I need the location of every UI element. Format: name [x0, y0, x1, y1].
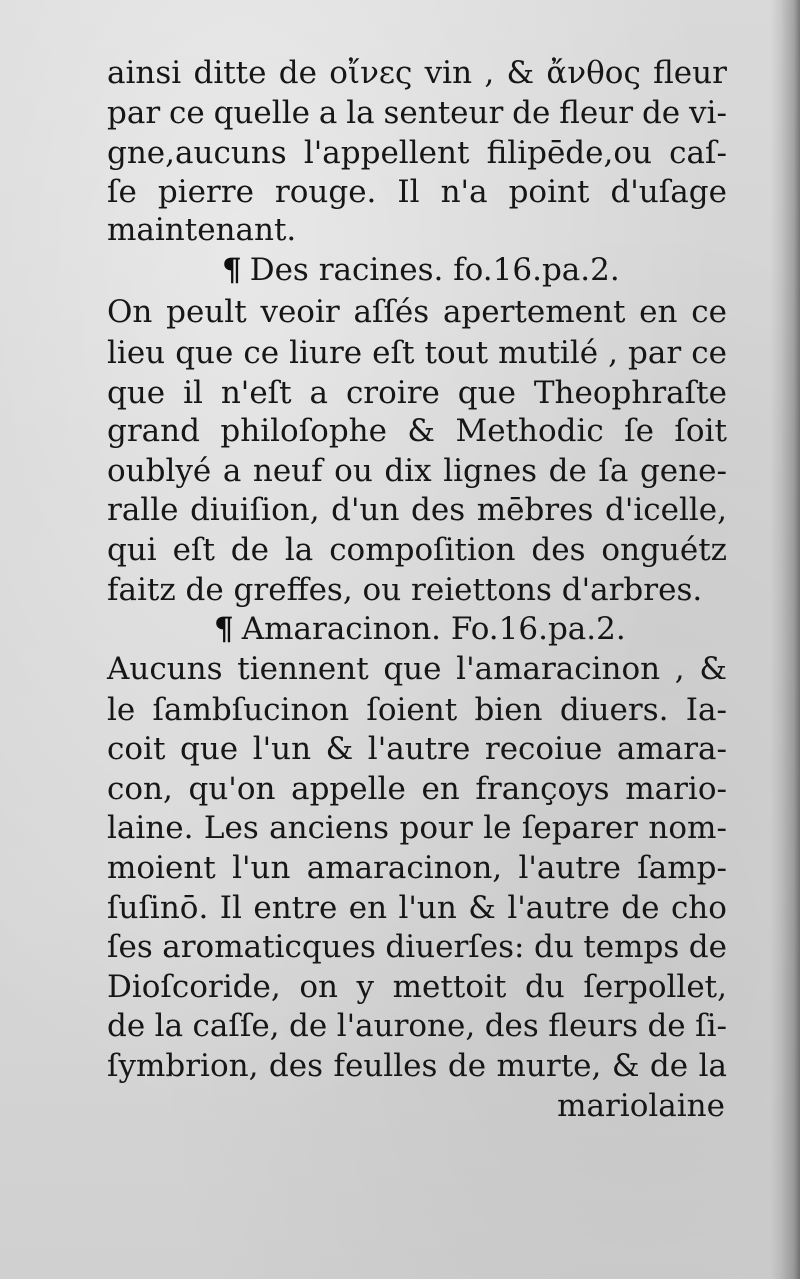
word: amaracinon, [306, 850, 503, 886]
word: l'autre [518, 850, 621, 886]
word: des [268, 1048, 324, 1084]
word: a [222, 453, 242, 489]
word: ce [169, 95, 205, 131]
word: l'appellent [303, 135, 470, 171]
word: mēbres [476, 492, 594, 528]
word: liure [289, 335, 363, 371]
word: quelle [213, 95, 310, 131]
word: vi- [689, 95, 727, 131]
word: ainsi [107, 55, 182, 91]
word: ce [243, 335, 280, 371]
word: moient [107, 850, 216, 886]
text-line [107, 570, 727, 610]
word: d'uſage [610, 174, 727, 210]
word: des [484, 1008, 539, 1044]
word: y [356, 969, 375, 1005]
word: diuerſes: [385, 929, 525, 965]
word: de [647, 1008, 686, 1044]
word: feulles [333, 1048, 438, 1084]
word: mettoit [392, 969, 507, 1005]
word: recoiue [484, 731, 603, 767]
word: que [175, 335, 234, 371]
word: fleurs [548, 1008, 638, 1044]
section-heading [222, 250, 702, 290]
word: la [346, 95, 375, 131]
word: ſa [598, 453, 629, 489]
word: tout [424, 335, 489, 371]
word: aſſés [353, 294, 430, 330]
word: qu'on [188, 771, 276, 807]
word: l'un [232, 850, 291, 886]
word: Dioſcoride, [107, 969, 281, 1005]
word: dix [384, 453, 432, 489]
word: laine. [107, 810, 194, 846]
word: en [421, 771, 460, 807]
word: ſamp- [637, 850, 727, 886]
word: en [348, 890, 388, 926]
word: caſſe, [192, 1008, 280, 1044]
word: mario- [625, 771, 727, 807]
word: gne,aucuns [107, 135, 287, 171]
word: du [533, 929, 574, 965]
word: ſe [107, 174, 137, 210]
word: par [628, 335, 682, 371]
word: neuf [252, 453, 323, 489]
word: d'icelle, [604, 492, 727, 528]
word: Il [219, 890, 242, 926]
text-line [107, 649, 727, 689]
word: la [698, 1048, 727, 1084]
word: peult [166, 294, 247, 330]
word: diuers. [559, 692, 669, 728]
word: lignes [443, 453, 538, 489]
word: que [383, 651, 442, 687]
word: & [407, 413, 436, 449]
word: la [154, 1008, 184, 1044]
word: Aucuns [107, 651, 223, 687]
word: caſ- [669, 135, 727, 171]
word: Il [397, 174, 420, 210]
word: l'autre [367, 731, 471, 767]
word: de [230, 532, 269, 568]
word: a [309, 375, 329, 411]
text-line [107, 848, 727, 888]
word: philoſophe [220, 413, 387, 449]
word: de [641, 95, 681, 131]
word: ſeparer [521, 810, 639, 846]
word: l'un [252, 731, 312, 767]
word: françoys [475, 771, 610, 807]
word: coit [107, 731, 166, 767]
word: de [649, 1048, 689, 1084]
word: la [284, 532, 314, 568]
word: que [107, 375, 166, 411]
word: ditte [193, 55, 267, 91]
word: ralle [107, 492, 179, 528]
word: con, [107, 771, 173, 807]
text-line [107, 769, 727, 809]
word: senteur [383, 95, 504, 131]
word: filipēde,ou [486, 135, 652, 171]
word: & [506, 55, 535, 91]
word: On [107, 294, 153, 330]
page-gutter-shadow [770, 0, 800, 1279]
catchword-text: mariolaine [557, 1088, 725, 1124]
word: croire [345, 375, 440, 411]
word: ſuſinō. [107, 890, 209, 926]
word: diuiſion, [190, 492, 320, 528]
word: mutilé [498, 335, 599, 371]
text-line [107, 373, 727, 413]
word: pierre [157, 174, 254, 210]
word: & [611, 1048, 640, 1084]
word: gene- [639, 453, 727, 489]
text-line [107, 967, 727, 1007]
word: murte, [496, 1048, 602, 1084]
word: ce [691, 294, 727, 330]
word: eſt [372, 335, 415, 371]
word: ἄνθος [546, 55, 641, 91]
word: fleur [653, 55, 727, 91]
text-line [107, 133, 727, 173]
word: l'un [398, 890, 457, 926]
word: οἴνες [329, 55, 413, 91]
line-text: maintenant. [107, 212, 297, 248]
word: veoir [260, 294, 340, 330]
heading-text: Amaracinon. Fo.16.pa.2. [241, 611, 626, 647]
word: de [621, 890, 660, 926]
word: , [608, 335, 618, 371]
word: fleur [559, 95, 634, 131]
word: des [411, 492, 466, 528]
word: ſambſucinon [152, 692, 350, 728]
word: lieu [107, 335, 166, 371]
word: oublyé [107, 453, 212, 489]
word: entre [253, 890, 338, 926]
text-line [107, 333, 727, 373]
word: ſerpollet, [583, 969, 727, 1005]
word: par [107, 95, 161, 131]
word: ſymbrion, [107, 1048, 259, 1084]
word: Methodic [455, 413, 604, 449]
text-line [107, 729, 727, 769]
word: en [639, 294, 678, 330]
word: le [483, 810, 512, 846]
word: aromaticques [162, 929, 376, 965]
word: l'autre [507, 890, 610, 926]
word: anciens [269, 810, 390, 846]
word: on [299, 969, 338, 1005]
text-line [107, 888, 727, 928]
word: de [548, 453, 587, 489]
word: temps [583, 929, 680, 965]
word: apertement [442, 294, 626, 330]
word: cho [670, 890, 727, 926]
text-line [107, 808, 727, 848]
word: il [183, 375, 203, 411]
word: n'eſt [220, 375, 292, 411]
word: que [457, 375, 516, 411]
word: rouge. [274, 174, 377, 210]
word: d'un [331, 492, 400, 528]
word: compoſition [329, 532, 516, 568]
word: de [688, 929, 727, 965]
word: Les [203, 810, 259, 846]
word: onguétz [601, 532, 727, 568]
word: grand [107, 413, 200, 449]
word: n'a [440, 174, 488, 210]
text-line [107, 690, 727, 730]
word: , [484, 55, 495, 91]
word: ce [691, 335, 727, 371]
text-line [107, 93, 727, 133]
word: ſoit [674, 413, 727, 449]
word: l'aurone, [336, 1008, 476, 1044]
word: Ia- [685, 692, 727, 728]
word: ſi- [695, 1008, 727, 1044]
section-heading [214, 609, 694, 649]
word: nom- [648, 810, 727, 846]
word: qui [107, 532, 157, 568]
pilcrow-icon: ¶ [214, 611, 234, 647]
word: , [674, 651, 685, 687]
word: du [524, 969, 565, 1005]
word: des [531, 532, 586, 568]
pilcrow-icon: ¶ [222, 252, 242, 288]
word: l'amaracinon [456, 651, 661, 687]
word: bien [474, 692, 543, 728]
word: amara- [616, 731, 727, 767]
word: de [107, 1008, 146, 1044]
word: le [107, 692, 136, 728]
text-line [107, 411, 727, 451]
word: de [447, 1048, 487, 1084]
word: eſt [172, 532, 215, 568]
word: pour [399, 810, 473, 846]
word: tiennent [237, 651, 369, 687]
text-line [107, 451, 727, 491]
text-line [107, 172, 727, 212]
word: & [325, 731, 354, 767]
word: que [179, 731, 239, 767]
word: ſoient [366, 692, 458, 728]
text-line [107, 1006, 727, 1046]
word: a [318, 95, 338, 131]
text-line [107, 53, 727, 93]
text-line [107, 490, 727, 530]
text-line [107, 1046, 727, 1086]
text-line [107, 927, 727, 967]
word: ſe [624, 413, 654, 449]
word: ſes [107, 929, 153, 965]
heading-text: Des racines. fo.16.pa.2. [249, 252, 620, 288]
line-text: faitz de greffes, ou reiettons d'arbres. [107, 572, 703, 608]
word: de [278, 55, 317, 91]
word: de [289, 1008, 328, 1044]
catchword [520, 1086, 725, 1126]
word: Theophraſte [533, 375, 727, 411]
word: & [468, 890, 496, 926]
word: ou [334, 453, 373, 489]
text-line [107, 210, 727, 250]
word: appelle [291, 771, 406, 807]
text-line [107, 292, 727, 332]
text-line [107, 530, 727, 570]
word: vin [424, 55, 473, 91]
word: de [512, 95, 551, 131]
word: point [508, 174, 590, 210]
word: & [699, 651, 727, 687]
